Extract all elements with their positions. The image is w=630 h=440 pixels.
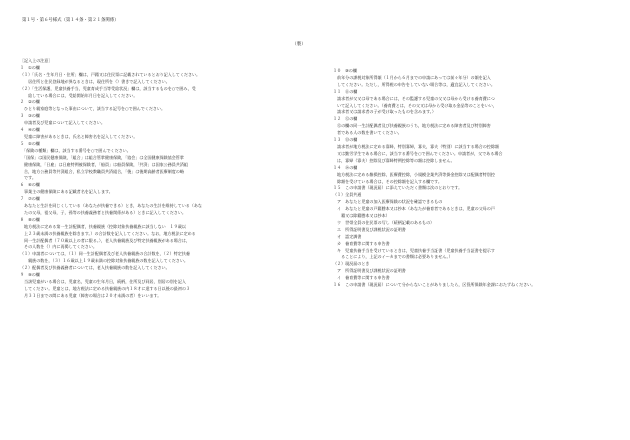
instruction-line: １０ ⑩の欄	[333, 68, 357, 73]
instruction-line: ５ ⑤の欄	[20, 140, 40, 146]
instruction-line: 給している場合には，受給開始年月日を記入してください。	[20, 92, 138, 98]
instruction-line: 地方税法に定める雑損控除，医療費控除，小規模企業共済等掛金控除又は配偶者特別控	[333, 171, 495, 177]
instruction-line: 児童に障害があるときは，氏名と障害名を記入してください。	[20, 133, 138, 139]
instructions-left-column	[20, 58, 298, 300]
instruction-line: ア 所得証明書及び課税状況の証明書	[333, 268, 406, 274]
instruction-line: 除額を受けている場合は，その控除額を記入する欄です。	[333, 178, 442, 184]
instruction-line: 前年分の課税対象所得額（１月から６月までの申請にあっては前々年分）の額を記入	[333, 74, 491, 80]
instruction-line: 「国保」は国民健康保険，「組合」は組合管掌健康保険，「協会」は全国健康保険協会管掌	[20, 154, 184, 160]
instruction-line: 請求者又は請求者の子が受け取ったものを含みます。）	[333, 109, 436, 115]
instruction-line: 親族の数を，（３）１６歳以上１９歳未満の控除対象扶養親族の数を記入してください。	[20, 258, 188, 264]
instruction-line: （１）「氏名・生年月日・住所」欄は，戸籍又は住民票に記載されているとおり記入してください。	[20, 71, 201, 77]
instruction-line: ７ ⑦の欄	[20, 196, 40, 202]
instruction-line: は，寡婦（寡夫）控除及び寡婦特例控除等の額は控除しません。	[333, 157, 455, 163]
instruction-line: １４ ⑭の欄	[333, 164, 358, 170]
instruction-line: ⑫の欄の同一生計配偶者及び扶養親族のうち，地方税法に定める障害者及び特別障害	[333, 123, 491, 129]
instruction-line: 事業主の健康保険にある記載者名を記入します。	[20, 189, 113, 195]
instruction-line: 地方税法に定める第一生計配偶者，扶養親族（控除対象扶養親族に該当しない １９歳以	[20, 223, 186, 229]
instruction-line: 「保険の種類」欄は，該当する番号を○で囲んでください。	[20, 147, 131, 153]
instruction-line: あなたと生計を同じくしている（あなたが扶養できる）とき，あなたの生計を維持している（あな	[20, 203, 202, 209]
instruction-line: たの父母，祖父母，子，孫等の扶養義務者と扶養関係がある）ときに記入してください。	[20, 209, 186, 215]
instruction-line: ９ ⑨の欄	[20, 272, 40, 278]
instruction-line: 又は勤労学生である場合に，該当する番号を○で囲んでください。申請者が，父である場合	[333, 150, 503, 156]
instruction-line: （１）申請者については，（１）同一生計配偶者及び老人扶養親族の合計数を，（２）特定扶養	[20, 251, 190, 257]
instruction-line: してください。ただし，所得税の申告をしていない場合等は，適宜記入してください。	[333, 81, 495, 87]
instruction-line: 同一生計配偶者（７０歳以上の者に限る。），老人扶養親族及び特定扶養親族がある場合は，	[20, 237, 190, 243]
instruction-line: オ 認定調書	[333, 233, 362, 239]
instruction-line: （２）現況届のとき	[333, 261, 370, 267]
instruction-line: ［記入上の注意］	[20, 58, 53, 63]
form-header: 第１号・第６号様式（第１４条・第２１条関係）	[22, 18, 119, 23]
instruction-line: （２）配偶者及び扶養義務者については，老人扶養親族の数を記入してください。	[20, 265, 170, 271]
instruction-line: １１ ⑪の欄	[333, 88, 358, 94]
instruction-line: 当該児童がいる場合は，児童名，児童の生年月日，続柄，住所及び同居，別居の別を記入	[20, 279, 186, 284]
instruction-line: ウ 世帯全員の住民票の写し（続柄記載のあるもの）	[333, 219, 435, 225]
instruction-line: 請求者が父又は母である場合には，その監護する児童の父又は母から受ける養育費につ	[333, 95, 495, 101]
instruction-line: です。	[20, 175, 36, 181]
instructions-right-column	[333, 68, 613, 289]
instruction-line: １ ①の欄	[20, 64, 40, 70]
instruction-line: 者である人の数を書いてください。	[333, 130, 402, 136]
instruction-line: ３ ③の欄	[20, 113, 40, 119]
instruction-line: ることにより，上記のイ～カまでの書類は必要ありません。）	[333, 254, 453, 260]
instruction-line: 健康保険，「日雇」は日雇特例被保険者，「船員」は船員保険，「共済」は国家公務員共済組	[20, 161, 188, 167]
instruction-line: 上２３歳未満の扶養親族を除きます。）の合計数を記入してください。なお，地方税法に定める	[20, 230, 196, 236]
instruction-line: してください。児童とは，地方税法に定める扶養親族の内１８才に達する日以後の最初の３	[20, 285, 190, 291]
instruction-line: 申請者及び児童について記入してください。	[20, 120, 105, 126]
instruction-line: その人数を（）内に再掲してください。	[20, 244, 97, 250]
instruction-line: ８ ⑧の欄	[20, 216, 40, 222]
instruction-line: イ あなたと児童の戸籍謄本又は抄本（あなたが養育者であるときは，児童の父母の戸	[333, 206, 495, 212]
instruction-line: キ 児童扶養手当を受けているときは，児童扶養手当証書（児童扶養手当証書を提示す	[333, 247, 495, 253]
instruction-line: １５ この申請書（現況届）に添えていただく書類は次のとおりです。	[333, 185, 463, 191]
instruction-line: ア あなたと児童の加入医療保険の状況を確認できるもの	[333, 199, 443, 205]
instruction-line: ６ ⑥の欄	[20, 182, 40, 188]
instruction-line: 請求者が地方税法に定める寡婦，特別寡婦，寡夫，寡夫（特別）に該当する場合の控除額	[333, 143, 499, 149]
instruction-line: 籍又は除籍謄本又は抄本）	[333, 213, 390, 219]
instruction-line: ひとり親家庭等となった事由について，該当する記号を○で囲んでください。	[20, 106, 166, 112]
instruction-line: エ 所得証明書及び課税状況の証明書	[333, 226, 406, 232]
instruction-line: １６ この申請書（現況届）について分からないことがありましたら，区役所保険年金課におたずねください。	[333, 282, 536, 288]
instruction-line: イ 養育費等に関する申告書	[333, 275, 390, 281]
instruction-line: １３ ⑬の欄	[333, 137, 358, 143]
instruction-line: ２ ②の欄	[20, 99, 40, 105]
instruction-line: 合，地方公務員等共済組合，私立学校教職員共済組合，「後」は後期高齢者医療制度の略	[20, 168, 184, 174]
instruction-line: 居住所と住民登録地が異なるときは，現住所を（）書きで記入してください。	[20, 78, 170, 84]
instruction-line: カ 養育費等に関する申告書	[333, 240, 390, 246]
page-side-label: （裏）	[292, 42, 306, 47]
instruction-line: 月３１日までの間にある児童（障害の場合は２０才未満の者）をいいます。	[20, 292, 162, 298]
instruction-line: １２ ⑫の欄	[333, 116, 358, 122]
instruction-line: ４ ④の欄	[20, 127, 40, 133]
instruction-line: （１）全員共通	[333, 192, 362, 198]
instruction-line: いて記入してください。（養育費とは，その父又は母から受け取る金品等のことをいい，	[333, 102, 497, 108]
instruction-line: （２）「生活保護，児童扶養手当，児童育成手当等受給状況」欄は，該当するものを○で囲み，受	[20, 85, 196, 91]
